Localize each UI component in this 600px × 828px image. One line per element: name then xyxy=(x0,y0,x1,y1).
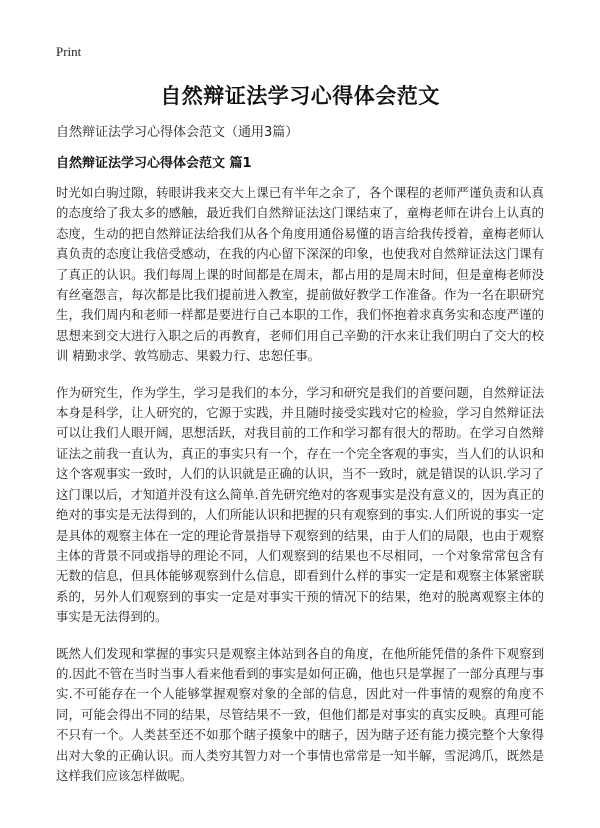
paragraph-1: 时光如白驹过隙，转眼讲我来交大上课已有半年之余了，各个课程的老师严谨负责和认真的态度给了我太多的感触，最近我们自然辩证法这门课结束了，童梅老师在讲台上认真的态度，生动的把自然辩证法给我们从各个角度用通俗易懂的语言给我传授着，童梅老师认真负责的态度让我倍受感动，在我的内心留下深深的印象，也使我对自然辩证法这门课有了真正的认识。我们每周上课的时间都是在周末，都占用的是周末时间，但是童梅老师没有丝毫怨言，每次都是比我们提前进入教室，提前做好教学工作准备。作为一名在职研究生，我们周内和老师一样都是要进行自己本职的工作，我们怀抱着求真务实和态度严谨的思想来到交大进行入职之后的再教育，老师们用自己辛勤的汗水来让我们明白了交大的校训 精勤求学、敦笃励志、果毅力行、忠恕任事。 xyxy=(56,185,544,364)
print-label: Print xyxy=(56,44,82,59)
document-subtitle: 自然辩证法学习心得体会范文（通用3篇） xyxy=(56,125,299,140)
section-heading: 自然辩证法学习心得体会范文 篇1 xyxy=(56,156,252,171)
paragraph-2: 作为研究生，作为学生，学习是我们的本分，学习和研究是我们的首要问题，自然辩证法本身是科学，让人研究的，它源于实践，并且随时接受实践对它的检验，学习自然辩证法可以让我们人眼开阔，思想活跃，对我目前的工作和学习都有很大的帮助。在学习自然辩证法之前我一直认为，真正的事实只有一个，存在一个完全客观的事实，当人们的认识和这个客观事实一致时，人们的认识就是正确的认识，当不一致时，就是错误的认识.学习了这门课以后，才知道并没有这么简单.首先研究绝对的客观事实是没有意义的，因为真正的绝对的事实是无法得到的，人们所能认识和把握的只有观察到的事实.人们所说的事实一定是具体的观察主体在一定的理论背景指导下观察到的结果，由于人们的局限，也由于观察主体的背景不同或指导的理论不同，人们观察到的结果也不尽相同，一个对象常常包含有无数的信息，但具体能够观察到什么信息，即看到什么样的事实一定是和观察主体紧密联系的，另外人们观察到的事实一定是对事实干预的情况下的结果，绝对的脱离观察主体的事实是无法得到的。 xyxy=(56,384,544,625)
paragraph-3: 既然人们发现和掌握的事实只是观察主体站到各自的角度，在他所能凭借的条件下观察到的.因此不管在当时当事人看来他看到的事实是如何正确，他也只是掌握了一部分真理与事实.不可能存在一个人能够掌握观察对象的全部的信息，因此对一件事情的观察的角度不同，可能会得出不同的结果，尽管结果不一致，但他们都是对事实的真实反映。真理可能不只有一个。人类甚至还不如那个瞎子摸象中的瞎子，因为瞎子还有能力摸完整个大象得出对大象的正确认识。而人类穷其智力对一个事情也常常是一知半解，雪泥鸿爪，既然是这样我们应该怎样做呢。 xyxy=(56,645,544,783)
document-title: 自然辩证法学习心得体会范文 xyxy=(160,84,440,108)
